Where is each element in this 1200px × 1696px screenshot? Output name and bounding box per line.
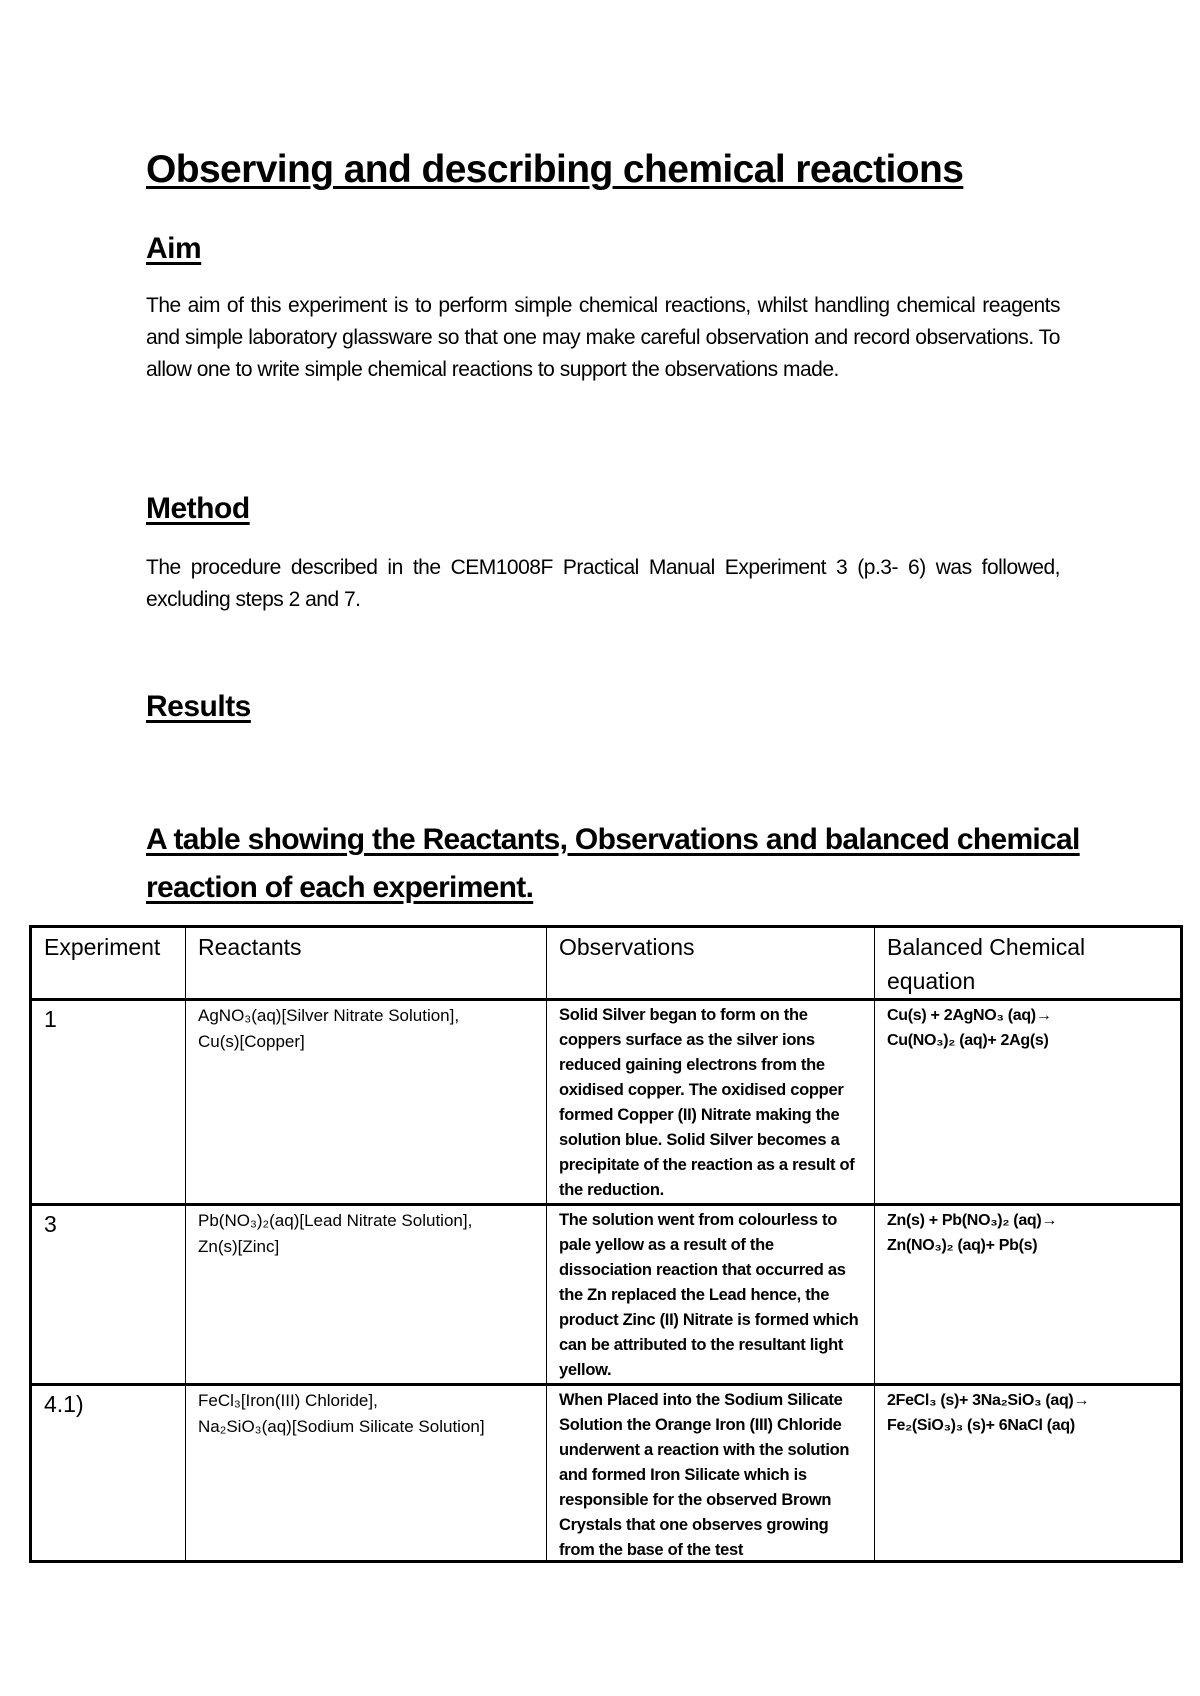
- document-title: Observing and describing chemical reactions: [146, 148, 964, 191]
- header-observations: Observations: [547, 927, 875, 1000]
- cell-observations: [547, 1385, 875, 1562]
- header-experiment: Experiment: [31, 927, 186, 1000]
- cell-reactants: [186, 1205, 547, 1385]
- reactant-line: AgNO₃(aq)[Silver Nitrate Solution],: [198, 1006, 460, 1025]
- cell-reactants: [186, 1385, 547, 1562]
- reactant-line: Cu(s)[Copper]: [198, 1032, 305, 1051]
- cell-equation: [875, 1000, 1182, 1205]
- cell-equation: [875, 1205, 1182, 1385]
- results-table: [29, 925, 1183, 1563]
- header-reactants: Reactants: [186, 927, 547, 1000]
- results-heading: Results: [146, 690, 251, 723]
- cell-experiment: 4.1): [31, 1385, 186, 1562]
- header-balanced-equation: Balanced Chemical equation: [875, 927, 1182, 1000]
- method-paragraph: The procedure described in the CEM1008F Practical Manual Experiment 3 (p.3- 6) was followed, excluding steps 2 and 7.: [146, 556, 1060, 611]
- aim-heading: Aim: [146, 232, 202, 265]
- reactant-line: Zn(s)[Zinc]: [198, 1237, 280, 1256]
- table-row: [31, 1000, 1182, 1205]
- equation-line: Zn(NO₃)₂ (aq)+ Pb(s): [887, 1237, 1038, 1254]
- reactant-line: FeCl₃[Iron(III) Chloride],: [198, 1391, 378, 1410]
- table-caption: A table showing the Reactants, Observations and balanced chemical reaction of each experiment.: [146, 823, 1080, 904]
- equation-line: Cu(s) + 2AgNO₃ (aq)→: [887, 1007, 1052, 1024]
- equation-line: 2FeCl₃ (s)+ 3Na₂SiO₃ (aq)→: [887, 1392, 1090, 1409]
- equation-line: Fe₂(SiO₃)₃ (s)+ 6NaCl (aq): [887, 1417, 1075, 1434]
- aim-paragraph: The aim of this experiment is to perform simple chemical reactions, whilst handling chemical reagents and simple laboratory glassware so that one may make careful observation and record observations. To allow one to write simple chemical reactions to support the observations made.: [146, 294, 1060, 381]
- equation-line: Zn(s) + Pb(NO₃)₂ (aq)→: [887, 1212, 1058, 1229]
- reactant-line: Pb(NO₃)₂(aq)[Lead Nitrate Solution],: [198, 1211, 473, 1230]
- reactant-line: Na₂SiO₃(aq)[Sodium Silicate Solution]: [198, 1417, 485, 1436]
- table-row: [31, 1385, 1182, 1562]
- cell-experiment: 1: [31, 1000, 186, 1205]
- method-heading: Method: [146, 492, 250, 525]
- cell-equation: [875, 1385, 1182, 1562]
- cell-experiment: 3: [31, 1205, 186, 1385]
- cell-observations: The solution went from colourless to pale yellow as a result of the dissociation reaction that occurred as the Zn replaced the Lead hence, the product Zinc (II) Nitrate is formed which can be attributed to the resultant light yellow.: [547, 1205, 875, 1385]
- observations-text-clipped: When Placed into the Sodium Silicate Solution the Orange Iron (III) Chloride underwent a reaction with the solution and formed Iron Silicate which is responsible for the observed Brown Crystals that one observes growing from the base of the test: [559, 1391, 850, 1559]
- cell-reactants: [186, 1000, 547, 1205]
- equation-line: Cu(NO₃)₂ (aq)+ 2Ag(s): [887, 1032, 1049, 1049]
- cell-observations: Solid Silver began to form on the coppers surface as the silver ions reduced gaining electrons from the oxidised copper. The oxidised copper formed Copper (II) Nitrate making the solution blue. Solid Silver becomes a precipitate of the reaction as a result of the reduction.: [547, 1000, 875, 1205]
- table-header-row: [31, 927, 1182, 1000]
- table-row: [31, 1205, 1182, 1385]
